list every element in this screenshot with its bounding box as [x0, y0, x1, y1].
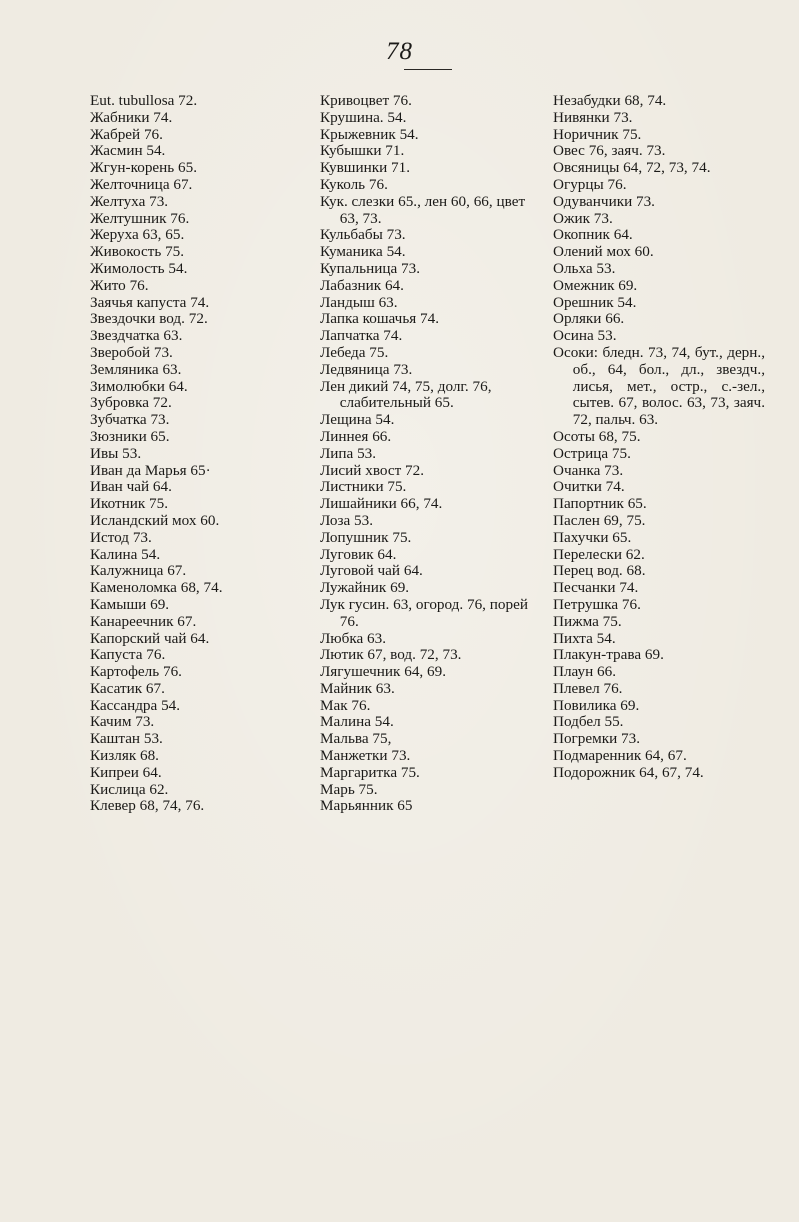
- index-entry: Пахучки 65.: [553, 528, 632, 546]
- index-entry: Иван да Марья 65·: [90, 461, 211, 479]
- index-entry: Норичник 75.: [553, 125, 642, 143]
- index-entry: Ожик 73.: [553, 209, 613, 227]
- index-entry: Подорожник 64, 67, 74.: [553, 763, 704, 781]
- index-entry: Куманика 54.: [320, 243, 406, 261]
- index-entry: Кувшинки 71.: [320, 159, 410, 177]
- index-entry: Манжетки 73.: [320, 747, 411, 765]
- index-entry: Нивянки 73.: [553, 108, 633, 126]
- index-entry: Зверобой 73.: [90, 343, 173, 361]
- index-entry: Ольха 53.: [553, 259, 616, 277]
- index-entry: Жабники 74.: [90, 108, 173, 126]
- index-entry: Лапчатка 74.: [320, 327, 403, 345]
- index-entry: Калина 54.: [90, 545, 161, 563]
- index-entry: Липа 53.: [320, 444, 377, 462]
- index-entry: Лисий хвост 72.: [320, 461, 425, 479]
- index-entry: Очитки 74.: [553, 478, 625, 496]
- index-entry: Кассандра 54.: [90, 696, 181, 714]
- index-entry: Осоты 68, 75.: [553, 427, 641, 445]
- index-entry: Луговой чай 64.: [320, 562, 423, 580]
- index-entry: Земляника 63.: [90, 360, 182, 378]
- index-column-3: [553, 93, 765, 782]
- index-entry: Икотник 75.: [90, 495, 169, 513]
- index-entry: Живокость 75.: [90, 243, 185, 261]
- index-entry: Зубчатка 73.: [90, 411, 170, 429]
- index-entry: Кульбабы 73.: [320, 226, 406, 244]
- index-entry: Крушина. 54.: [320, 108, 407, 126]
- index-entry: Пижма 75.: [553, 612, 622, 630]
- index-entry: Звездчатка 63.: [90, 327, 183, 345]
- index-entry: Зубровка 72.: [90, 394, 172, 412]
- index-entry: Лопушник 75.: [320, 528, 412, 546]
- index-entry: Кубышки 71.: [320, 142, 405, 160]
- index-entry: Пихта 54.: [553, 629, 616, 647]
- index-entry: Осоки: бледн. 73, 74, бут., дерн., об., 64, бол., дл., звездч., лисья, мет., остр., с.-зел., сытев. 67, волос. 63, 73, заяч. 72, пальч. 63.: [553, 343, 765, 429]
- index-entry: Листники 75.: [320, 478, 407, 496]
- index-entry: Кислица 62.: [90, 780, 169, 798]
- index-entry: Ледвяница 73.: [320, 360, 413, 378]
- index-entry: Мальва 75,: [320, 730, 392, 748]
- index-entry: Заячья капуста 74.: [90, 293, 210, 311]
- index-entry: Линнея 66.: [320, 427, 392, 445]
- index-entry: Незабудки 68, 74.: [553, 92, 667, 109]
- index-entry: Жгун-корень 65.: [90, 159, 197, 177]
- index-entry: Клевер 68, 74, 76.: [90, 797, 205, 815]
- index-entry: Петрушка 76.: [553, 595, 641, 613]
- index-entry: Лук гусин. 63, огород. 76, порей 76.: [320, 595, 528, 630]
- index-entry: Осина 53.: [553, 327, 617, 345]
- index-entry: Канареечник 67.: [90, 612, 197, 630]
- index-entry: Овес 76, заяч. 73.: [553, 142, 666, 160]
- index-entry: Маргаритка 75.: [320, 763, 420, 781]
- index-entry: Очанка 73.: [553, 461, 624, 479]
- index-entry: Лягушечник 64, 69.: [320, 663, 447, 681]
- index-entry: Калужница 67.: [90, 562, 187, 580]
- index-entry: Жабрей 76.: [90, 125, 163, 143]
- index-entry: Песчанки 74.: [553, 579, 639, 597]
- index-entry: Качим 73.: [90, 713, 155, 731]
- page-number-rule: [404, 69, 452, 70]
- index-entry: Каменоломка 68, 74.: [90, 579, 223, 597]
- index-entry: Омежник 69.: [553, 276, 638, 294]
- index-entry: Плакун-трава 69.: [553, 646, 664, 664]
- index-entry: Окопник 64.: [553, 226, 633, 244]
- index-entry: Лапка кошачья 74.: [320, 310, 440, 328]
- index-entry: Зюзники 65.: [90, 427, 170, 445]
- index-entry: Ивы 53.: [90, 444, 142, 462]
- index-entry: Жимолость 54.: [90, 259, 188, 277]
- index-entry: Марьянник 65: [320, 797, 413, 815]
- index-entry: Жито 76.: [90, 276, 149, 294]
- index-entry: Капуста 76.: [90, 646, 166, 664]
- index-entry: Лещина 54.: [320, 411, 395, 429]
- index-entry: Любка 63.: [320, 629, 387, 647]
- index-entry: Паслен 69, 75.: [553, 511, 646, 529]
- index-entry: Исландский мох 60.: [90, 511, 220, 529]
- index-entry: Одуванчики 73.: [553, 192, 655, 210]
- index-entry: Перелески 62.: [553, 545, 645, 563]
- index-entry: Капорский чай 64.: [90, 629, 210, 647]
- index-entry: Каштан 53.: [90, 730, 163, 748]
- index-entry: Папортник 65.: [553, 495, 647, 513]
- index-entry: Лютик 67, вод. 72, 73.: [320, 646, 462, 664]
- index-entry: Ландыш 63.: [320, 293, 398, 311]
- index-column-1: [90, 93, 300, 815]
- index-entry: Лужайник 69.: [320, 579, 410, 597]
- index-entry: Погремки 73.: [553, 730, 641, 748]
- index-entry: Подбел 55.: [553, 713, 624, 731]
- index-entry: Кипреи 64.: [90, 763, 162, 781]
- index-entry: Желточница 67.: [90, 175, 193, 193]
- index-entry: Луговик 64.: [320, 545, 397, 563]
- index-entry: Плевел 76.: [553, 679, 623, 697]
- index-entry: Eut. tubullosa 72.: [90, 92, 198, 109]
- index-entry: Мак 76.: [320, 696, 371, 714]
- index-entry: Подмаренник 64, 67.: [553, 747, 687, 765]
- index-entry: Орешник 54.: [553, 293, 637, 311]
- index-entry: Овсяницы 64, 72, 73, 74.: [553, 159, 711, 177]
- page-number: 78: [386, 38, 413, 65]
- index-entry: Лоза 53.: [320, 511, 374, 529]
- index-entry: Марь 75.: [320, 780, 378, 798]
- index-entry: Купальница 73.: [320, 259, 420, 277]
- index-entry: Олений мох 60.: [553, 243, 654, 261]
- index-entry: Лен дикий 74, 75, долг. 76, слабительный 65.: [320, 377, 492, 412]
- index-entry: Плаун 66.: [553, 663, 617, 681]
- index-entry: Кук. слезки 65., лен 60, 66, цвет 63, 73.: [320, 192, 526, 227]
- index-entry: Повилика 69.: [553, 696, 640, 714]
- index-entry: Касатик 67.: [90, 679, 165, 697]
- index-entry: Жеруха 63, 65.: [90, 226, 185, 244]
- index-entry: Лабазник 64.: [320, 276, 404, 294]
- index-entry: Кизляк 68.: [90, 747, 159, 765]
- index-entry: Жасмин 54.: [90, 142, 166, 160]
- index-entry: Кривоцвет 76.: [320, 92, 412, 109]
- index-entry: Майник 63.: [320, 679, 395, 697]
- index-entry: Куколь 76.: [320, 175, 388, 193]
- index-entry: Желтуха 73.: [90, 192, 169, 210]
- index-entry: Истод 73.: [90, 528, 152, 546]
- index-entry: Картофель 76.: [90, 663, 182, 681]
- index-entry: Желтушник 76.: [90, 209, 190, 227]
- index-entry: Огурцы 76.: [553, 175, 627, 193]
- index-entry: Перец вод. 68.: [553, 562, 646, 580]
- index-entry: Звездочки вод. 72.: [90, 310, 208, 328]
- index-entry: Лебеда 75.: [320, 343, 389, 361]
- index-entry: Крыжевник 54.: [320, 125, 419, 143]
- index-entry: Малина 54.: [320, 713, 394, 731]
- index-entry: Камыши 69.: [90, 595, 170, 613]
- index-entry: Зимолюбки 64.: [90, 377, 188, 395]
- index-entry: Иван чай 64.: [90, 478, 172, 496]
- index-column-2: [320, 93, 532, 815]
- index-entry: Орляки 66.: [553, 310, 625, 328]
- index-entry: Острица 75.: [553, 444, 631, 462]
- index-entry: Лишайники 66, 74.: [320, 495, 443, 513]
